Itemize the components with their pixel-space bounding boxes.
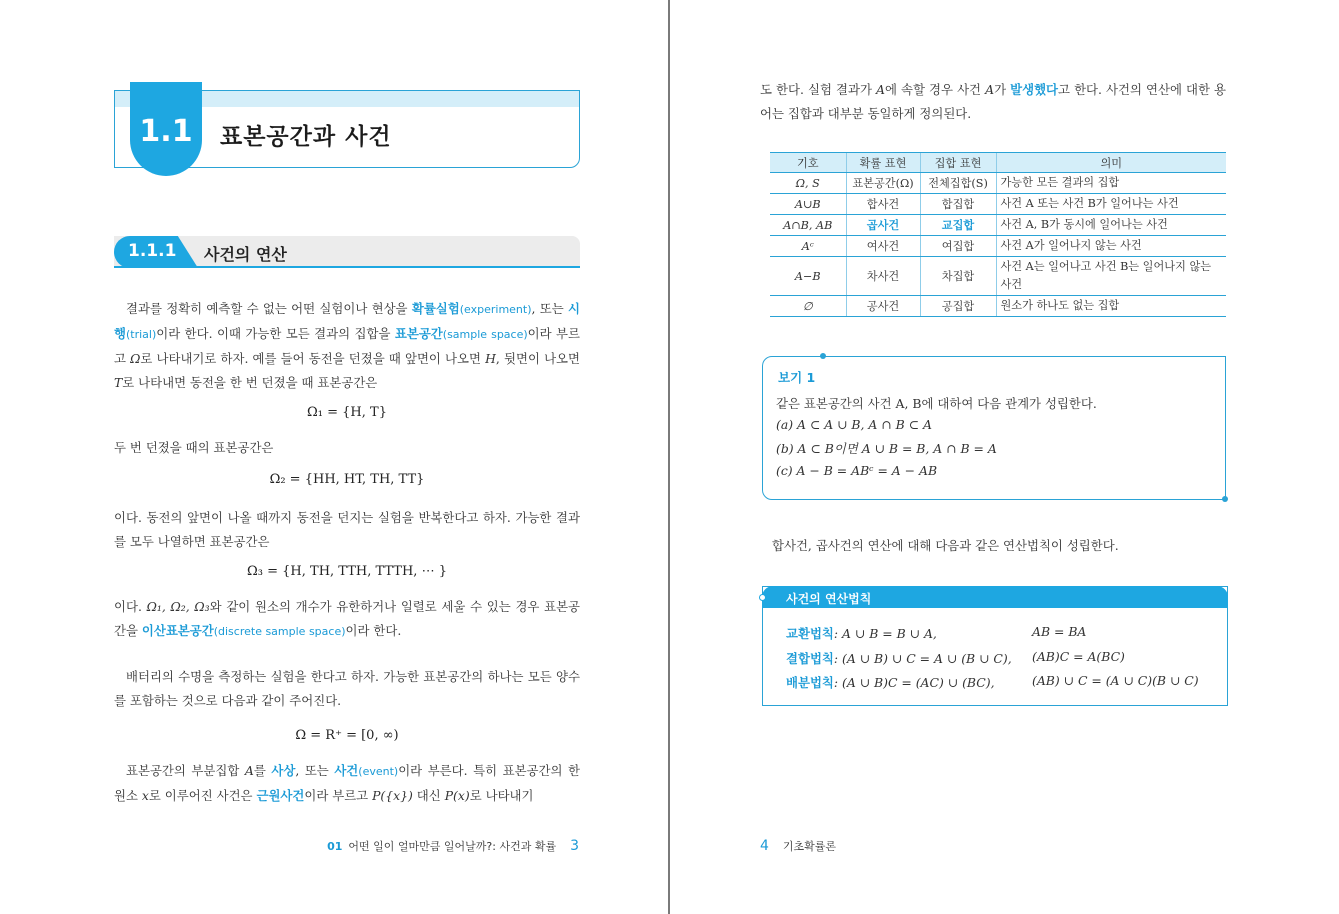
example-item-a: (a) A ⊂ A ∪ B, A ∩ B ⊂ A	[776, 417, 932, 432]
paragraph-event-occurs: 도 한다. 실험 결과가 A에 속할 경우 사건 A가 발생했다고 한다. 사건의 연산에 대한 용어는 집합과 대부분 동일하게 정의된다.	[760, 82, 1226, 121]
meaning-cell: 사건 A 또는 사건 B가 일어나는 사건	[996, 194, 1226, 215]
prob-cell: 공사건	[846, 296, 920, 317]
set-cell: 교집합	[920, 215, 996, 236]
section-number: 1.1	[139, 114, 193, 149]
table-row	[770, 257, 1226, 296]
symbol-cell: Ω, S	[770, 173, 846, 194]
example-box-dot	[1222, 496, 1228, 502]
example-item-c: (c) A − B = ABᶜ = A − AB	[776, 463, 938, 478]
section-title: 표본공간과 사건	[220, 124, 392, 150]
symbol-cell: Aᶜ	[770, 236, 846, 257]
keyword-elementary-event: 근원사건	[256, 788, 305, 803]
example-intro: 같은 표본공간의 사건 A, B에 대하여 다음 관계가 성립한다.	[776, 396, 1097, 411]
table-row	[770, 296, 1226, 317]
table-row	[770, 194, 1226, 215]
laws-title: 사건의 연산법칙	[786, 592, 872, 606]
subsection-number: 1.1.1	[128, 241, 177, 261]
prob-cell: 곱사건	[846, 215, 920, 236]
table-row	[770, 173, 1226, 194]
table-header-cell: 집합 표현	[920, 153, 996, 173]
page-number: 3	[570, 838, 579, 854]
keyword-probability-experiment: 확률실험	[411, 301, 460, 316]
table-row	[770, 215, 1226, 236]
set-cell: 여집합	[920, 236, 996, 257]
paragraph-intro: 결과를 정확히 예측할 수 없는 어떤 실험이나 현상을 확률실험(experiment), 또는 시행(trial)이라 한다. 이때 가능한 모든 결과의 집합을 표본공간(sample space)이라 부르고 Ω로 나타내기로 하자. 예를 들어 동전을 던졌을 때 앞면이 나오면 H, 뒷면이 나오면 T로 나타내면 동전을 한 번 던졌을 때 표본공간은	[114, 301, 580, 390]
table-header-cell: 의미	[996, 153, 1226, 173]
paragraph-operation-laws: 합사건, 곱사건의 연산에 대해 다음과 같은 연산법칙이 성립한다.	[772, 538, 1119, 553]
symbol-cell: ∅	[770, 296, 846, 317]
keyword-sample-space: 표본공간	[394, 326, 443, 341]
subsection-title: 사건의 연산	[204, 245, 287, 264]
chapter-number: 01	[327, 840, 343, 853]
example-item-b: (b) A ⊂ B이면 A ∪ B = B, A ∩ B = A	[776, 441, 997, 456]
symbol-cell: A∪B	[770, 194, 846, 215]
meaning-cell: 사건 A가 일어나지 않는 사건	[996, 236, 1226, 257]
page-number: 4	[760, 838, 769, 854]
example-box-dot	[820, 353, 826, 359]
paragraph-repeat-tosses: 이다. 동전의 앞면이 나올 때까지 동전을 던지는 실험을 반복한다고 하자. 가능한 결과를 모두 나열하면 표본공간은	[114, 510, 580, 549]
book-title: 기초확률론	[782, 840, 837, 853]
prob-cell: 합사건	[846, 194, 920, 215]
left-page	[0, 0, 669, 914]
meaning-cell: 사건 A는 일어나고 사건 B는 일어나지 않는 사건	[996, 257, 1226, 296]
equation-omega-battery: Ω = R⁺ = [0, ∞)	[295, 728, 399, 743]
prob-cell: 차사건	[846, 257, 920, 296]
meaning-cell: 가능한 모든 결과의 집합	[996, 173, 1226, 194]
prob-cell: 표본공간(Ω)	[846, 173, 920, 194]
keyword-event: 사건	[334, 763, 359, 778]
right-page	[670, 0, 1339, 914]
paragraph-battery: 배터리의 수명을 측정하는 실험을 한다고 하자. 가능한 표본공간의 하나는 모든 양수를 포함하는 것으로 다음과 같이 주어진다.	[114, 669, 580, 708]
equation-omega-2: Ω₂ = {HH, HT, TH, TT}	[269, 472, 425, 487]
example-title: 보기 1	[778, 370, 816, 385]
table-header-cell: 확률 표현	[846, 153, 920, 173]
set-cell: 차집합	[920, 257, 996, 296]
law-commutative: 교환법칙: A ∪ B = B ∪ A, AB = BA	[786, 624, 1087, 641]
page-footer-left	[327, 838, 579, 854]
law-distributive: 배분법칙: (A ∪ B)C = (AC) ∪ (BC), (AB) ∪ C = (A ∪ C)(B ∪ C)	[786, 673, 1199, 690]
paragraph-event: 표본공간의 부분집합 A를 사상, 또는 사건(event)이라 부른다. 특히 표본공간의 한 원소 x로 이루어진 사건은 근원사건이라 부르고 P({x}) 대신 P(x)로 나타내기	[114, 763, 580, 803]
keyword-mapping: 사상	[271, 763, 296, 778]
page-footer-right	[760, 838, 836, 854]
equation-omega-1: Ω₁ = {H, T}	[307, 405, 387, 420]
chapter-title: 어떤 일이 얼마만큼 일어날까?: 사건과 확률	[348, 840, 557, 853]
meaning-cell: 원소가 하나도 없는 집합	[996, 296, 1226, 317]
keyword-occurred: 발생했다	[1010, 82, 1059, 97]
paragraph-discrete-space: 이다. Ω₁, Ω₂, Ω₃와 같이 원소의 개수가 유한하거나 일렬로 세울 수 있는 경우 표본공간을 이산표본공간(discrete sample space)이라 한다.	[114, 599, 581, 638]
set-cell: 합집합	[920, 194, 996, 215]
set-cell: 전체집합(S)	[920, 173, 996, 194]
symbol-cell: A∩B, AB	[770, 215, 846, 236]
table-header-row	[770, 153, 1226, 173]
event-operations-table	[770, 152, 1226, 317]
set-cell: 공집합	[920, 296, 996, 317]
prob-cell: 여사건	[846, 236, 920, 257]
equation-omega-3: Ω₃ = {H, TH, TTH, TTTH, ⋯ }	[247, 564, 447, 579]
table-row	[770, 236, 1226, 257]
laws-header-dot	[759, 594, 766, 601]
keyword-trial: 시행	[114, 301, 580, 341]
paragraph-two-tosses: 두 번 던졌을 때의 표본공간은	[114, 440, 274, 455]
law-associative: 결합법칙: (A ∪ B) ∪ C = A ∪ (B ∪ C), (AB)C = A(BC)	[786, 649, 1125, 666]
table-header-cell: 기호	[770, 153, 846, 173]
keyword-discrete-sample-space: 이산표본공간	[141, 623, 214, 638]
symbol-cell: A−B	[770, 257, 846, 296]
meaning-cell: 사건 A, B가 동시에 일어나는 사건	[996, 215, 1226, 236]
